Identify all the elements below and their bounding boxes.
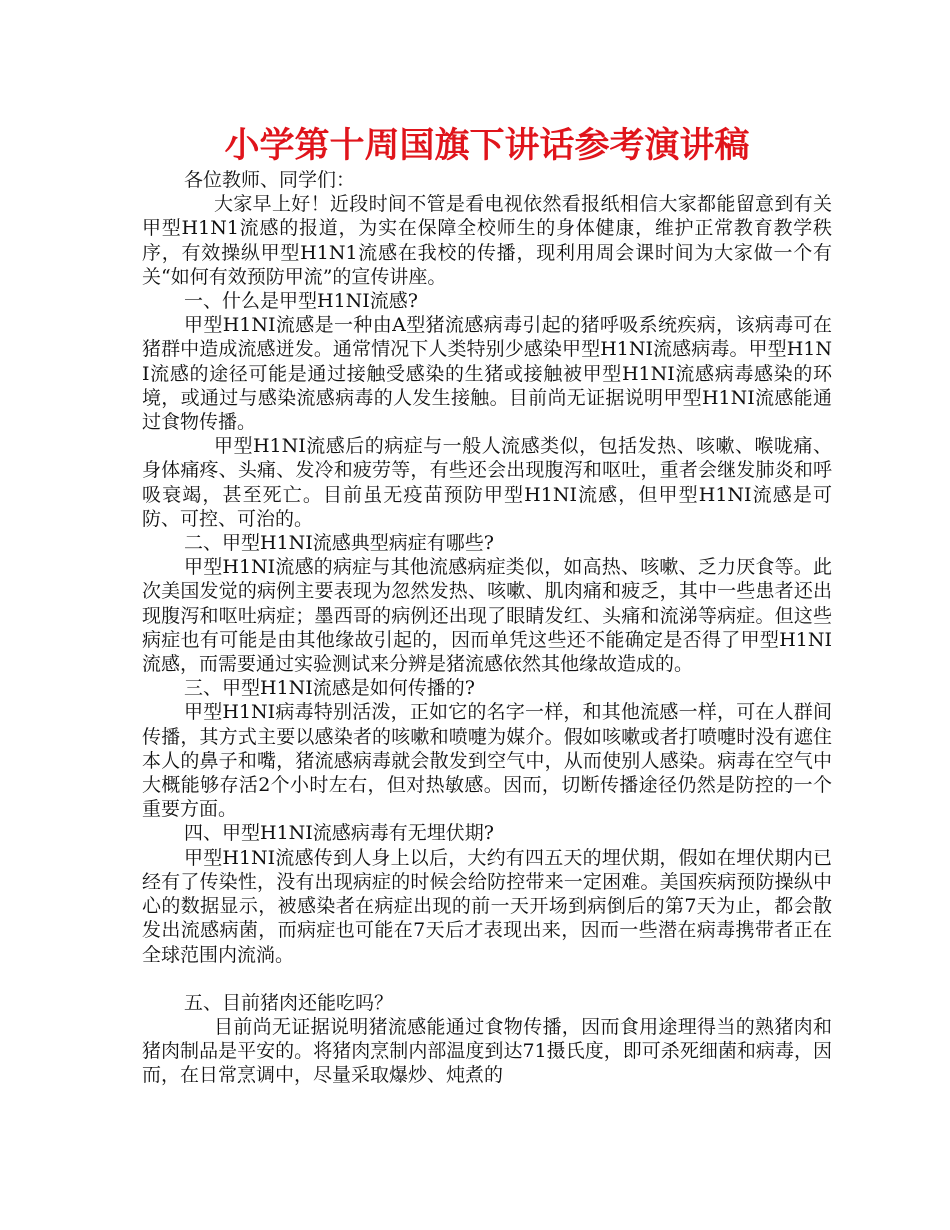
document-page: [142, 124, 832, 1088]
greeting: 各位教师、同学们：: [184, 169, 356, 191]
section-heading-5: 五、目前猪肉还能吃吗？: [184, 991, 394, 1014]
section-2-paragraph-1: 甲型H1NI流感的病症与其他流感病症类似，如高热、咳嗽、乏力厌食等。此次美国发觉的病例主要表现为忽然发热、咳嗽、肌肉痛和疲乏，其中一些患者还出现腹泻和呕吐病症；墨西哥的病例还出现了眼睛发红、头痛和流涕等病症。但这些病症也有可能是由其他缘故引起的，因而单凭这些还不能确定是否得了甲型H1NI流感，而需要通过实验测试来分辨是猪流感依然其他缘故造成的。: [142, 556, 832, 676]
section-heading-4: 四、甲型H1NI流感病毒有无埋伏期?: [184, 822, 494, 845]
section-heading-1: 一、什么是甲型H1NI流感?: [184, 290, 418, 313]
section-1-paragraph-2: 甲型H1NI流感后的病症与一般人流感类似，包括发热、咳嗽、喉咙痛、身体痛疼、头痛、发冷和疲劳等，有些还会出现腹泻和呕吐，重者会继发肺炎和呼吸衰竭，甚至死亡。目前虽无疫苗预防甲型H1NI流感，但甲型H1NI流感是可防、可控、可治的。: [142, 435, 832, 530]
section-4-paragraph-1: 甲型H1NI流感传到人身上以后，大约有四五天的埋伏期，假如在埋伏期内已经有了传染性，没有出现病症的时候会给防控带来一定困难。美国疾病预防操纵中心的数据显示，被感染者在病症出现的前一天开场到病倒后的第7天为止，都会散发出流感病菌，而病症也可能在7天后才表现出来，因而一些潜在病毒携带者正在全球范围内流淌。: [142, 846, 832, 966]
section-heading-3: 三、甲型H1NI流感是如何传播的?: [184, 677, 475, 700]
intro-paragraph: 大家早上好！近段时间不管是看电视依然看报纸相信大家都能留意到有关甲型H1N1流感的报道，为实在保障全校师生的身体健康，维护正常教育教学秩序，有效操纵甲型H1N1流感在我校的传播，现利用周会课时间为大家做一个有关“如何有效预防甲流”的宣传讲座。: [142, 193, 832, 288]
section-3-paragraph-1: 甲型H1NI病毒特别活泼，正如它的名字一样，和其他流感一样，可在人群间传播，其方式主要以感染者的咳嗽和喷嚏为媒介。假如咳嗽或者打喷嚏时没有遮住本人的鼻子和嘴，猪流感病毒就会散发到空气中，从而使别人感染。病毒在空气中大概能够存活2个小时左右，但对热敏感。因而，切断传播途径仍然是防控的一个重要方面。: [142, 701, 832, 821]
section-5-paragraph-1: 目前尚无证据说明猪流感能通过食物传播，因而食用途理得当的熟猪肉和猪肉制品是平安的。将猪肉烹制内部温度到达71摄氏度，即可杀死细菌和病毒，因而，在日常烹调中，尽量采取爆炒、炖煮的: [142, 1015, 832, 1087]
document-title: 小学第十周国旗下讲话参考演讲稿: [224, 126, 750, 166]
paragraph-spacer: [142, 967, 832, 991]
section-heading-2: 二、甲型H1NI流感典型病症有哪些?: [184, 532, 494, 555]
section-1-paragraph-1: 甲型H1NI流感是一种由A型猪流感病毒引起的猪呼吸系统疾病，该病毒可在猪群中造成流感迸发。通常情况下人类特别少感染甲型H1NI流感病毒。甲型H1NI流感的途径可能是通过接触受感染的生猪或接触被甲型H1NI流感病毒感染的环境，或通过与感染流感病毒的人发生接触。目前尚无证据说明甲型H1NI流感能通过食物传播。: [142, 314, 832, 434]
